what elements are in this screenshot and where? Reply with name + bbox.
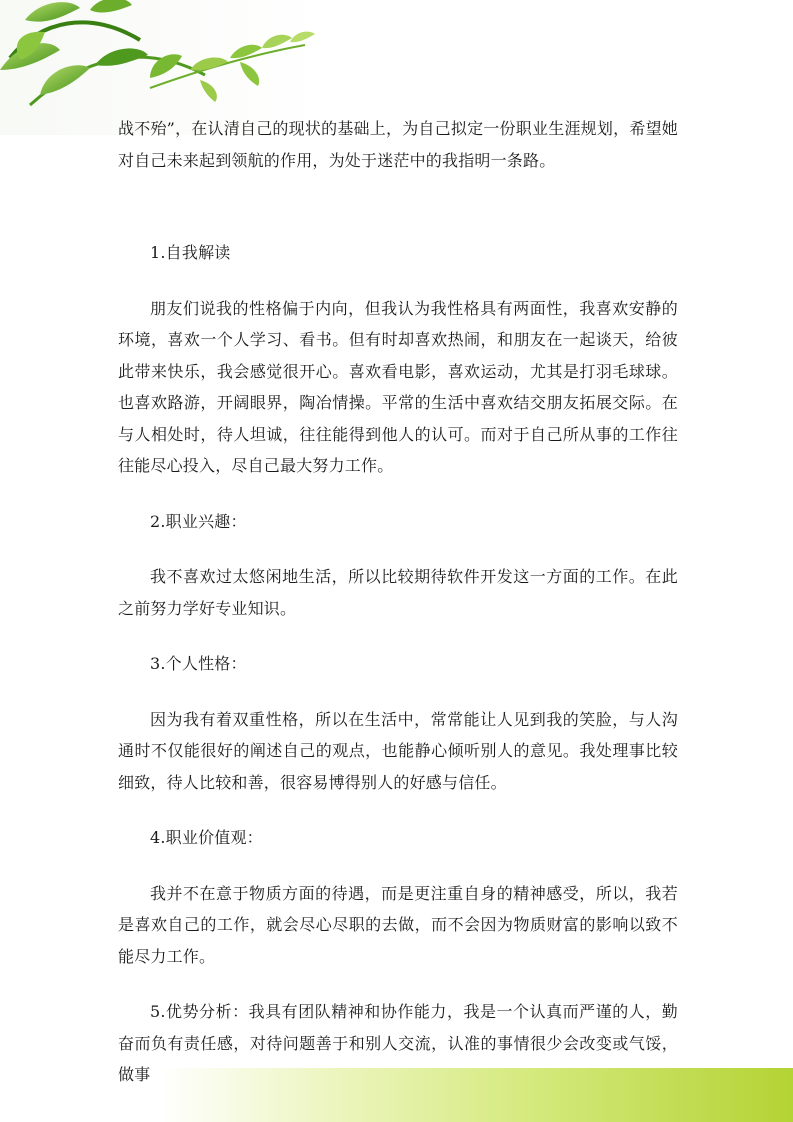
paragraph-self-analysis: 朋友们说我的性格偏于内向，但我认为我性格具有两面性，我喜欢安静的环境，喜欢一个人学习、看书。但有时却喜欢热闹，和朋友在一起谈天，给彼此带来快乐，我会感觉很开心。喜欢看电影，喜欢运动，尤其是打羽毛球球。也喜欢路游，开阔眼界，陶冶情操。平常的生活中喜欢结交朋友拓展交际。在与人相处时，待人坦诚，往往能得到他人的认可。而对于自己所从事的工作往往能尽心投入，尽自己最大努力工作。 [118,298,678,475]
heading-career-interest: 2.职业兴趣： [150,511,247,531]
heading-personality: 3.个人性格： [150,654,247,673]
heading-career-values: 4.职业价值观： [150,828,263,847]
paragraph-career-interest: 我不喜欢过太悠闲地生活，所以比较期待软件开发这一方面的工作。在此之前努力学好专业知识。 [118,567,678,618]
document-body [118,113,678,1091]
footer-gradient-band [160,1068,793,1122]
paragraph-career-values: 我并不在意于物质方面的待遇，而是更注重自身的精神感受，所以，我若是喜欢自己的工作，就会尽心尽职的去做，而不会因为物质财富的影响以致不能尽力工作。 [118,883,678,966]
paragraph-strengths: 5.优势分析：我具有团队精神和协作能力，我是一个认真而严谨的人，勤奋而负有责任感，对待问题善于和别人交流，认准的事情很少会改变或气馁，做事 [118,1002,678,1084]
heading-self-analysis: 1.自我解读 [150,243,231,262]
paragraph-personality: 因为我有着双重性格，所以在生活中，常常能让人见到我的笑脸，与人沟通时不仅能很好的阐述自己的观点，也能静心倾听别人的意见。我处理事比较细致，待人比较和善，很容易博得别人的好感与信任。 [118,709,678,792]
paragraph-intro-continuation: 战不殆”，在认清自己的现状的基础上，为自己拟定一份职业生涯规划，希望她对自己未来起到领航的作用，为处于迷茫中的我指明一条路。 [118,119,678,170]
